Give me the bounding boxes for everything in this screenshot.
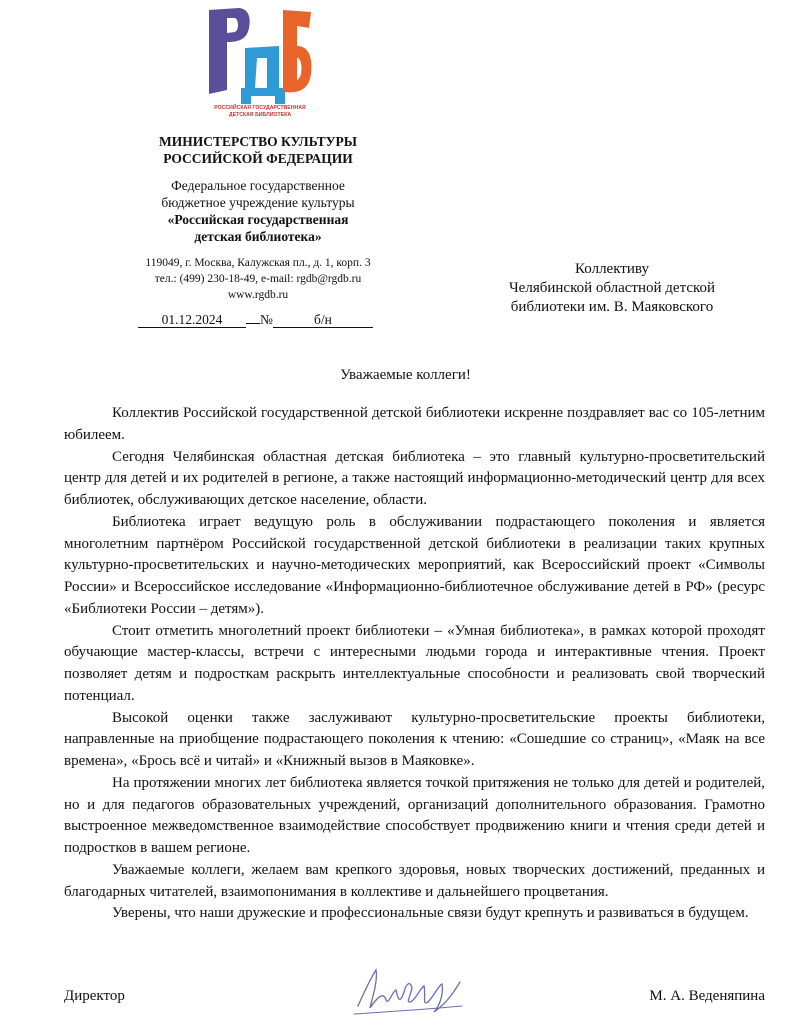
institution-line-2: бюджетное учреждение культуры bbox=[161, 195, 355, 210]
paragraph: Высокой оценки также заслуживают культурно-просветительские проекты библиотеки, направленные на приобщение подрастающего поколения к чтению: «Сошедшие со страниц», «Маяк на все времена», «Брось всё и читай» и «Книжный вызов в Маяковке». bbox=[64, 709, 765, 769]
paragraph: Библиотека играет ведущую роль в обслуживании подрастающего поколения и является многолетним партнёром Российской государственной детской библиотеки в реализации таких крупных культурно-просветительских и научно-методических мероприятий, как Всероссийский проект «Символы России» и Всероссийское исследование «Информационно-библиотечное обслуживание детей в РФ» (ресурс «Библиотеки России – детям»). bbox=[64, 513, 765, 617]
signer-position: Директор bbox=[64, 988, 125, 1004]
paragraph: Уважаемые коллеги, желаем вам крепкого здоровья, новых творческих достижений, преданных и благодарных читателей, взаимопонимания в коллективе и дальнейшего процветания. bbox=[64, 861, 765, 900]
rgdb-logo bbox=[205, 8, 313, 120]
letterhead bbox=[118, 133, 398, 303]
ministry-name bbox=[118, 133, 398, 167]
institution-name-line-2: детская библиотека» bbox=[194, 229, 322, 244]
logo-caption-line1: РОССИЙСКАЯ ГОСУДАРСТВЕННАЯ bbox=[214, 105, 306, 111]
paragraph: Коллектив Российской государственной детской библиотеки искренне поздравляет вас со 105-летним юбилеем. bbox=[64, 405, 765, 443]
phone-email: тел.: (499) 230-18-49, e-mail: rgdb@rgdb.ru bbox=[154, 273, 362, 285]
website: www.rgdb.ru bbox=[227, 289, 289, 301]
recipient-line-3: библиотеки им. В. Маяковского bbox=[510, 299, 714, 315]
logo-caption-line2: ДЕТСКАЯ БИБЛИОТЕКА bbox=[228, 112, 292, 118]
registration-line bbox=[138, 312, 373, 328]
letter-date: 01.12.2024 bbox=[138, 312, 246, 328]
paragraph: На протяжении многих лет библиотека является точкой притяжения не только для детей и родителей, но и для педагогов образовательных учреждений, организаций дополнительного образования. Грамотно выстроенное межведомственное взаимодействие способствует продвижению книги и чтения среди детей и подростков в вашем регионе. bbox=[64, 774, 765, 856]
letter-body bbox=[64, 403, 765, 925]
contact-block bbox=[118, 255, 398, 303]
postal-address: 119049, г. Москва, Калужская пл., д. 1, корп. 3 bbox=[145, 257, 371, 269]
recipient-line-2: Челябинской областной детской bbox=[508, 280, 716, 296]
recipient-line-1: Коллективу bbox=[575, 261, 649, 277]
handwritten-signature bbox=[350, 962, 470, 1020]
letter-number: б/н bbox=[273, 312, 373, 328]
signer-name: М. А. Веденяпина bbox=[649, 988, 765, 1004]
recipient-block bbox=[462, 260, 762, 317]
institution-block bbox=[118, 177, 398, 245]
institution-name-line-1: «Российская государственная bbox=[167, 212, 349, 227]
paragraph: Сегодня Челябинская областная детская библиотека – это главный культурно-просветительский центр для детей и их родителей в регионе, а также настоящий информационно-методический центр для всех библиотек, обслуживающих детское население, области. bbox=[64, 448, 765, 508]
paragraph: Уверены, что наши дружеские и профессиональные связи будут крепнуть и развиваться в будущем. bbox=[112, 905, 749, 922]
ministry-line-1: МИНИСТЕРСТВО КУЛЬТУРЫ bbox=[158, 134, 358, 149]
greeting: Уважаемые коллеги! bbox=[340, 367, 471, 383]
ministry-line-2: РОССИЙСКОЙ ФЕДЕРАЦИИ bbox=[163, 151, 353, 166]
institution-line-1: Федеральное государственное bbox=[171, 178, 345, 193]
number-label: № bbox=[260, 312, 273, 327]
paragraph: Стоит отметить многолетний проект библиотеки – «Умная библиотека», в рамках которой проходят обучающие мастер-классы, встречи с интересными людьми города и интерактивные чтения. Проект позволяет детям и подросткам раскрыть интеллектуальные способности и реализовать свой творческий потенциал. bbox=[64, 622, 765, 704]
